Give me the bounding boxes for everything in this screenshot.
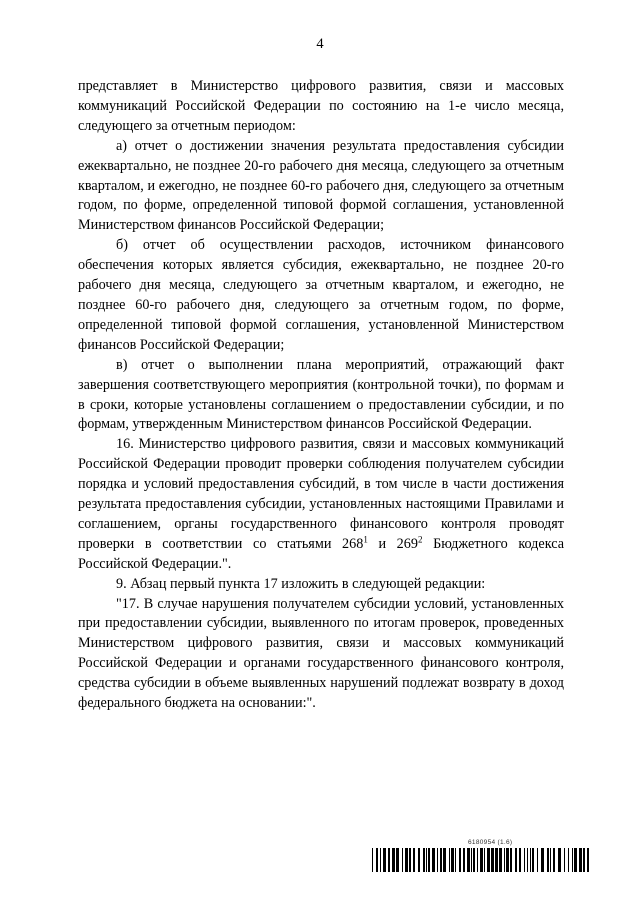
paragraph bbox=[78, 435, 564, 574]
paragraph bbox=[78, 137, 564, 237]
paragraph bbox=[78, 356, 564, 436]
document-body bbox=[78, 77, 564, 714]
paragraph-text: и 269 bbox=[367, 535, 418, 552]
paragraph-text: "17. В случае нарушения получателем субсидии условий, установленных при предоставлении субсидии, выявленного по итогам проверок, проведенных Министерством цифрового развития, связи и массовых коммуникаций Российской Федерации и органами государственного финансового контроля, средства субсидии в объеме выявленных нарушений подлежат возврату в доход федерального бюджета на основании:". bbox=[78, 595, 564, 712]
footnote-superscript: 1 bbox=[363, 534, 368, 545]
paragraph-text: представляет в Министерство цифрового развития, связи и массовых коммуникаций Российской Федерации по состоянию на 1-е число месяца, следующего за отчетным периодом: bbox=[78, 78, 564, 134]
paragraph bbox=[78, 595, 564, 714]
paragraph-text: в) отчет о выполнении плана мероприятий, отражающий факт завершения соответствующего мероприятия (контрольной точки), по формам и в сроки, которые установлены соглашением о предоставлении субсидии, и по формам, утвержденным Министерством финансов Российской Федерации. bbox=[78, 356, 564, 433]
barcode-image bbox=[372, 848, 590, 872]
paragraph-text: 16. Министерство цифрового развития, связи и массовых коммуникаций Российской Федерации проводит проверки соблюдения получателем субсидии порядка и условий предоставления субсидий, в том числе в части достижения результата предоставления субсидии, установленных настоящими Правилами и соглашением, органы государственного финансового контроля проводят проверки в соответствии со статьями 268 bbox=[78, 436, 564, 552]
footnote-superscript: 2 bbox=[417, 534, 423, 545]
paragraph bbox=[78, 236, 564, 355]
document-code: 6180954 (1.6) bbox=[468, 839, 513, 846]
paragraph-text: а) отчет о достижении значения результата предоставления субсидии ежеквартально, не позднее 20-го рабочего дня месяца, следующего за отчетным кварталом, и ежегодно, не позднее 60-го рабочего дня, следующего за отчетным годом, по форме, определенной типовой формой соглашения, установленной Министерством финансов Российской Федерации; bbox=[78, 137, 564, 234]
paragraph-text: 9. Абзац первый пункта 17 изложить в следующей редакции: bbox=[116, 575, 486, 592]
paragraph-text: Бюджетного кодекса Российской Федерации.". bbox=[78, 535, 565, 572]
page-number: 4 bbox=[316, 36, 324, 52]
paragraph bbox=[78, 77, 564, 137]
paragraph-text: б) отчет об осуществлении расходов, источником финансового обеспечения которых является субсидия, ежеквартально, не позднее 20-го рабочего дня месяца, следующего за отчетным кварталом, и ежегодно, не позднее 60-го рабочего дня, следующего за отчетным годом, по форме, определенной типовой формой соглашения, установленной Министерством финансов Российской Федерации; bbox=[78, 237, 564, 353]
paragraph bbox=[78, 575, 564, 595]
